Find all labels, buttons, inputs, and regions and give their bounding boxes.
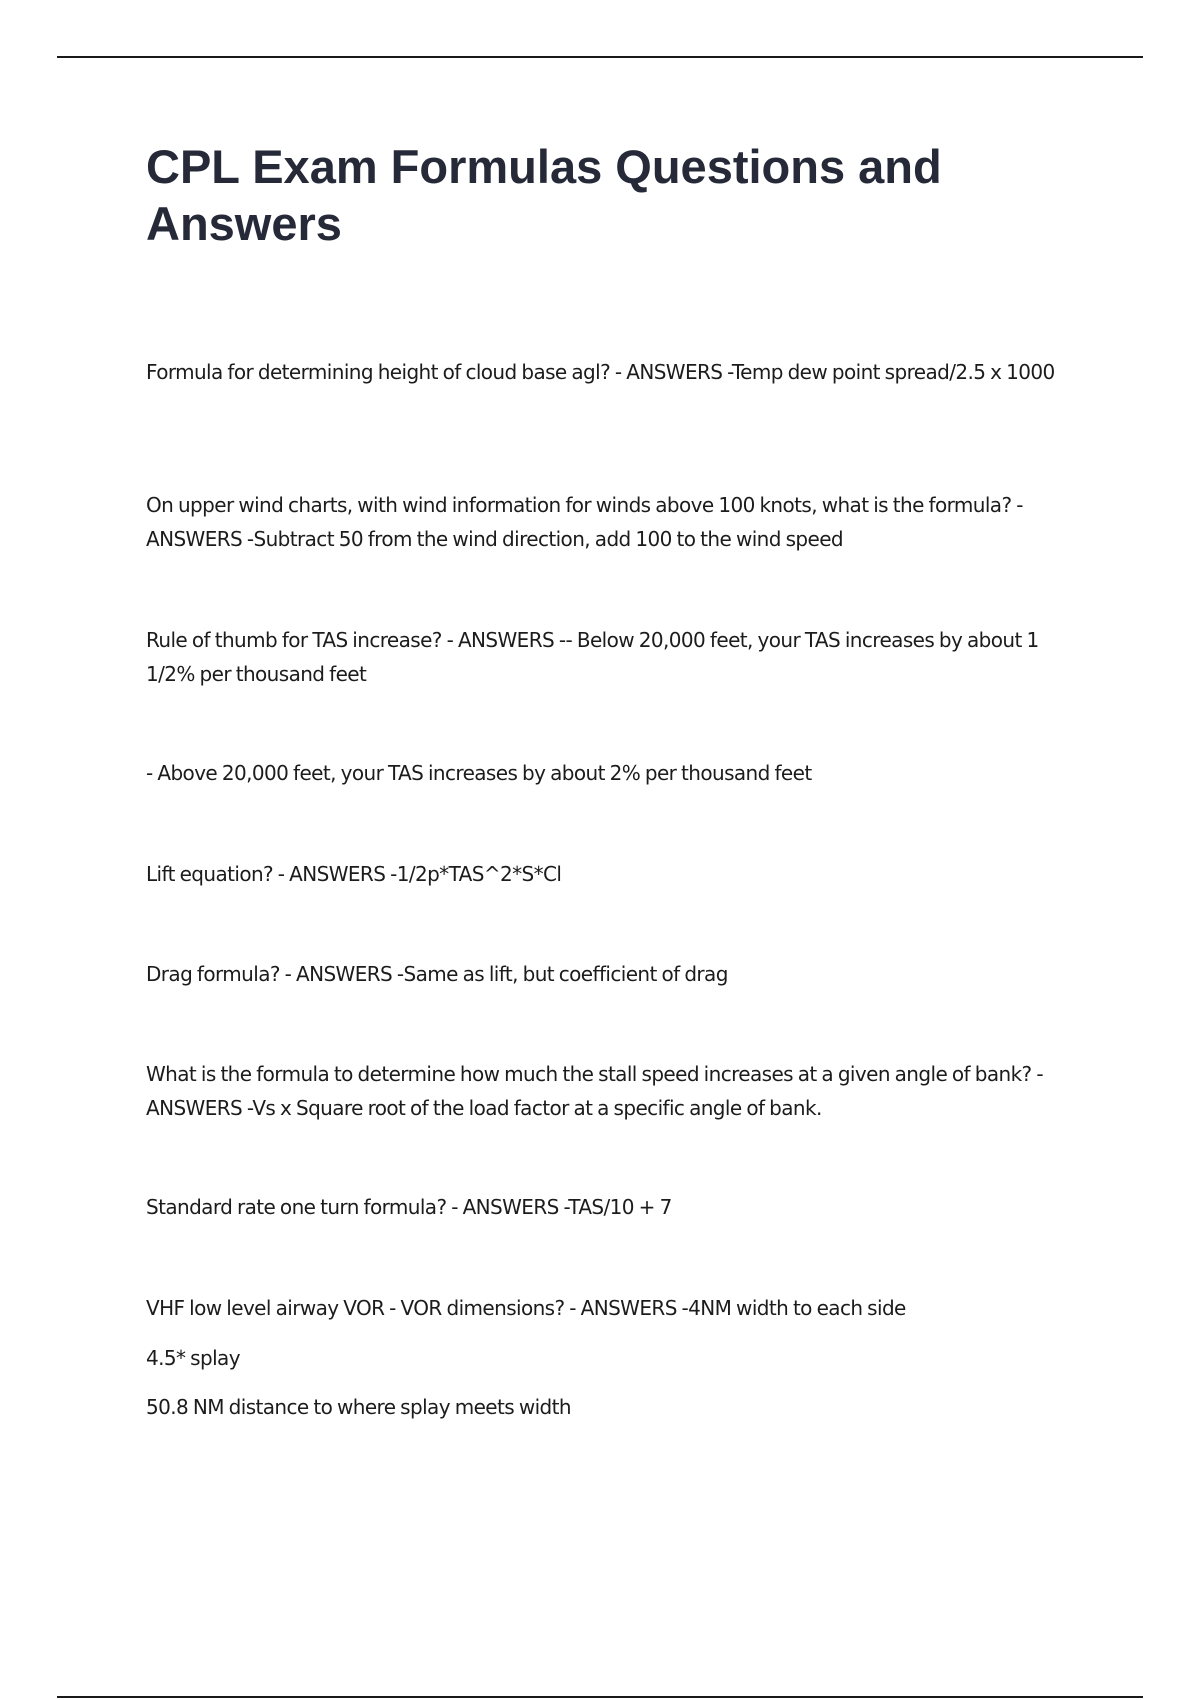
- qa-entry-drag: Drag formula? - ANSWERS -Same as lift, but coefficient of drag: [146, 962, 728, 986]
- bottom-rule: [57, 1696, 1143, 1698]
- qa-entry-tas-above: - Above 20,000 feet, your TAS increases by about 2% per thousand feet: [146, 761, 812, 785]
- qa-entry-splay-distance: 50.8 NM distance to where splay meets width: [146, 1395, 571, 1419]
- qa-entry-stall-speed: What is the formula to determine how much the stall speed increases at a given angle of bank? - ANSWERS -Vs x Square root of the load factor at a specific angle of bank.: [146, 1062, 1043, 1120]
- qa-entry-vor-airway: VHF low level airway VOR - VOR dimensions? - ANSWERS -4NM width to each side: [146, 1296, 906, 1320]
- qa-entry-cloud-base: Formula for determining height of cloud base agl? - ANSWERS -Temp dew point spread/2.5 x 1000: [146, 360, 1055, 384]
- qa-entry-tas-rule: Rule of thumb for TAS increase? - ANSWERS -- Below 20,000 feet, your TAS increases by about 1 1/2% per thousand feet: [146, 628, 1039, 686]
- qa-entry-splay: 4.5* splay: [146, 1346, 240, 1370]
- qa-entry-lift: Lift equation? - ANSWERS -1/2p*TAS^2*S*Cl: [146, 862, 562, 886]
- qa-entry-standard-rate: Standard rate one turn formula? - ANSWERS -TAS/10 + 7: [146, 1195, 672, 1219]
- document-title: CPL Exam Formulas Questions and Answers: [146, 140, 942, 250]
- qa-entry-upper-wind: On upper wind charts, with wind information for winds above 100 knots, what is the formula? - ANSWERS -Subtract 50 from the wind direction, add 100 to the wind speed: [146, 493, 1023, 551]
- top-rule: [57, 56, 1143, 58]
